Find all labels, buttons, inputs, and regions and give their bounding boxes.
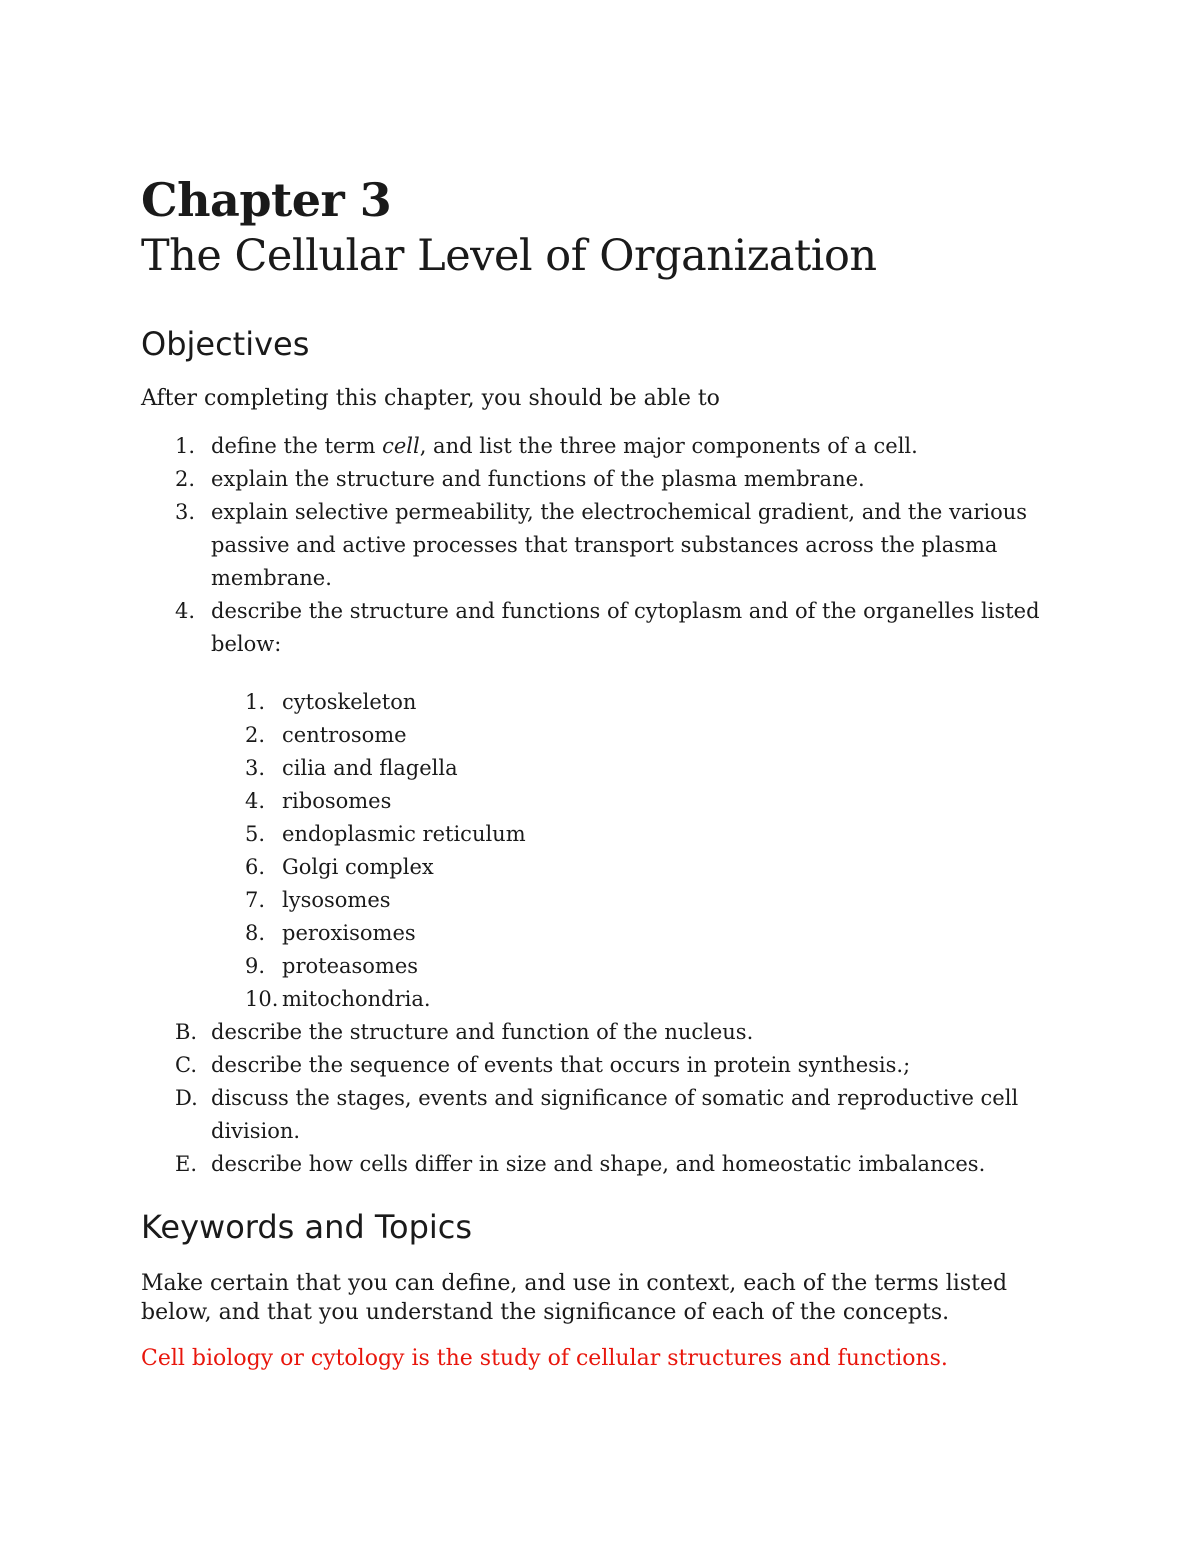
objective-text: describe how cells differ in size and shape, and homeostatic imbalances. [211, 1152, 986, 1176]
objective-term-italic: cell [382, 434, 420, 458]
chapter-title: Chapter 3 [141, 173, 392, 227]
list-marker: B. [175, 1020, 198, 1044]
objective-text: explain the structure and functions of the plasma membrane. [211, 467, 865, 491]
organelle-text: ribosomes [282, 789, 392, 813]
organelle-text: cytoskeleton [282, 690, 417, 714]
keywords-intro: Make certain that you can define, and use in context, each of the terms listed below, and that you understand the significance of each of the concepts. [141, 1271, 1008, 1325]
list-marker: 2. [245, 723, 266, 747]
objective-item [141, 595, 1071, 661]
lettered-objective-item [141, 1082, 1071, 1148]
organelle-item [141, 818, 1071, 851]
organelles-list [141, 686, 1071, 1016]
list-marker: 5. [245, 822, 266, 846]
objective-text: describe the sequence of events that occurs in protein synthesis.; [211, 1053, 911, 1077]
organelle-text: mitochondria. [282, 987, 431, 1011]
objective-text: explain selective permeability, the electrochemical gradient, and the various passive and active processes that transport substances across the plasma membrane. [211, 500, 1028, 590]
organelle-text: peroxisomes [282, 921, 416, 945]
objective-item [141, 496, 1071, 595]
objective-item [141, 430, 1071, 463]
organelle-item [141, 719, 1071, 752]
objectives-list [141, 430, 1071, 661]
organelle-item [141, 686, 1071, 719]
organelle-text: centrosome [282, 723, 407, 747]
list-marker: C. [175, 1053, 197, 1077]
objective-text: describe the structure and functions of cytoplasm and of the organelles listed below: [211, 599, 1040, 656]
list-marker: 3. [175, 500, 196, 524]
list-marker: 1. [245, 690, 266, 714]
keywords-heading: Keywords and Topics [141, 1208, 473, 1246]
organelle-item [141, 785, 1071, 818]
lettered-objectives-list [141, 1016, 1071, 1181]
list-marker: 8. [245, 921, 266, 945]
objective-text-post: , and list the three major components of a cell. [419, 434, 918, 458]
list-marker: 3. [245, 756, 266, 780]
lettered-objective-item [141, 1148, 1071, 1181]
list-marker: 1. [175, 434, 196, 458]
objectives-heading: Objectives [141, 325, 310, 363]
organelle-item [141, 950, 1071, 983]
list-marker: 7. [245, 888, 266, 912]
organelle-item [141, 851, 1071, 884]
list-marker: 4. [245, 789, 266, 813]
organelle-item [141, 917, 1071, 950]
objectives-intro: After completing this chapter, you should be able to [141, 386, 720, 411]
objective-item [141, 463, 1071, 496]
lettered-objective-item [141, 1016, 1071, 1049]
organelle-item [141, 752, 1071, 785]
list-marker: 10. [245, 987, 279, 1011]
objective-text: discuss the stages, events and significance of somatic and reproductive cell division. [211, 1086, 1019, 1143]
organelle-text: cilia and flagella [282, 756, 458, 780]
organelle-item [141, 983, 1071, 1016]
objective-text: describe the structure and function of the nucleus. [211, 1020, 754, 1044]
lettered-objective-item [141, 1049, 1071, 1082]
organelle-text: proteasomes [282, 954, 419, 978]
list-marker: 4. [175, 599, 196, 623]
list-marker: 9. [245, 954, 266, 978]
list-marker: E. [175, 1152, 198, 1176]
objective-text-pre: define the term [211, 434, 383, 458]
list-marker: 6. [245, 855, 266, 879]
organelle-item [141, 884, 1071, 917]
organelle-text: endoplasmic reticulum [282, 822, 526, 846]
organelle-text: lysosomes [282, 888, 391, 912]
cell-biology-highlight: Cell biology or cytology is the study of cellular structures and functions. [141, 1346, 948, 1371]
chapter-subtitle: The Cellular Level of Organization [141, 231, 877, 281]
organelle-text: Golgi complex [282, 855, 434, 879]
list-marker: D. [175, 1086, 198, 1110]
list-marker: 2. [175, 467, 196, 491]
document-page [141, 172, 1071, 1373]
